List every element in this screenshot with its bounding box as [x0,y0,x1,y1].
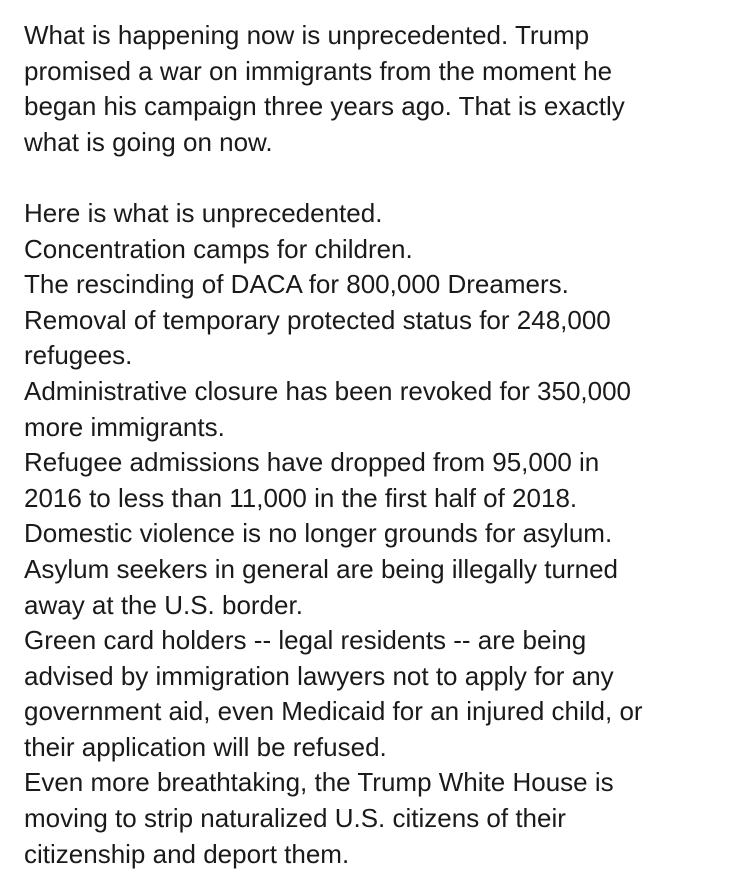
list-item: government aid, even Medicaid for an injured child, or [24,696,643,727]
intro-paragraph [24,18,734,160]
text-line: began his campaign three years ago. That is exactly [24,91,625,122]
list-heading: Here is what is unprecedented. [24,197,383,228]
list-item: Refugee admissions have dropped from 95,000 in [24,447,600,478]
list-item: Domestic violence is no longer grounds for asylum. [24,518,613,549]
text-line: What is happening now is unprecedented. Trump [24,20,590,50]
list-item: 2016 to less than 11,000 in the first half of 2018. [24,482,578,513]
list-item: refugees. [24,340,133,371]
post-body [24,18,734,872]
list-item: Even more breathtaking, the Trump White House is [24,767,614,798]
list-item: away at the U.S. border. [24,589,303,620]
list-item: Asylum seekers in general are being illegally turned [24,553,618,584]
list-item: their application will be refused. [24,731,387,762]
list-item: Administrative closure has been revoked for 350,000 [24,375,632,406]
text-line: promised a war on immigrants from the moment he [24,55,613,86]
text-line: what is going on now. [24,126,273,157]
list-item: The rescinding of DACA for 800,000 Dreamers. [24,269,569,300]
list-item: Green card holders -- legal residents -- are being [24,625,587,656]
list-item: more immigrants. [24,411,225,442]
list-item: Concentration camps for children. [24,233,413,264]
list-item: Removal of temporary protected status for 248,000 [24,304,611,335]
unprecedented-list [24,196,734,872]
list-item: moving to strip naturalized U.S. citizens of their [24,803,566,834]
list-item: advised by immigration lawyers not to apply for any [24,660,614,691]
list-item: citizenship and deport them. [24,838,350,869]
